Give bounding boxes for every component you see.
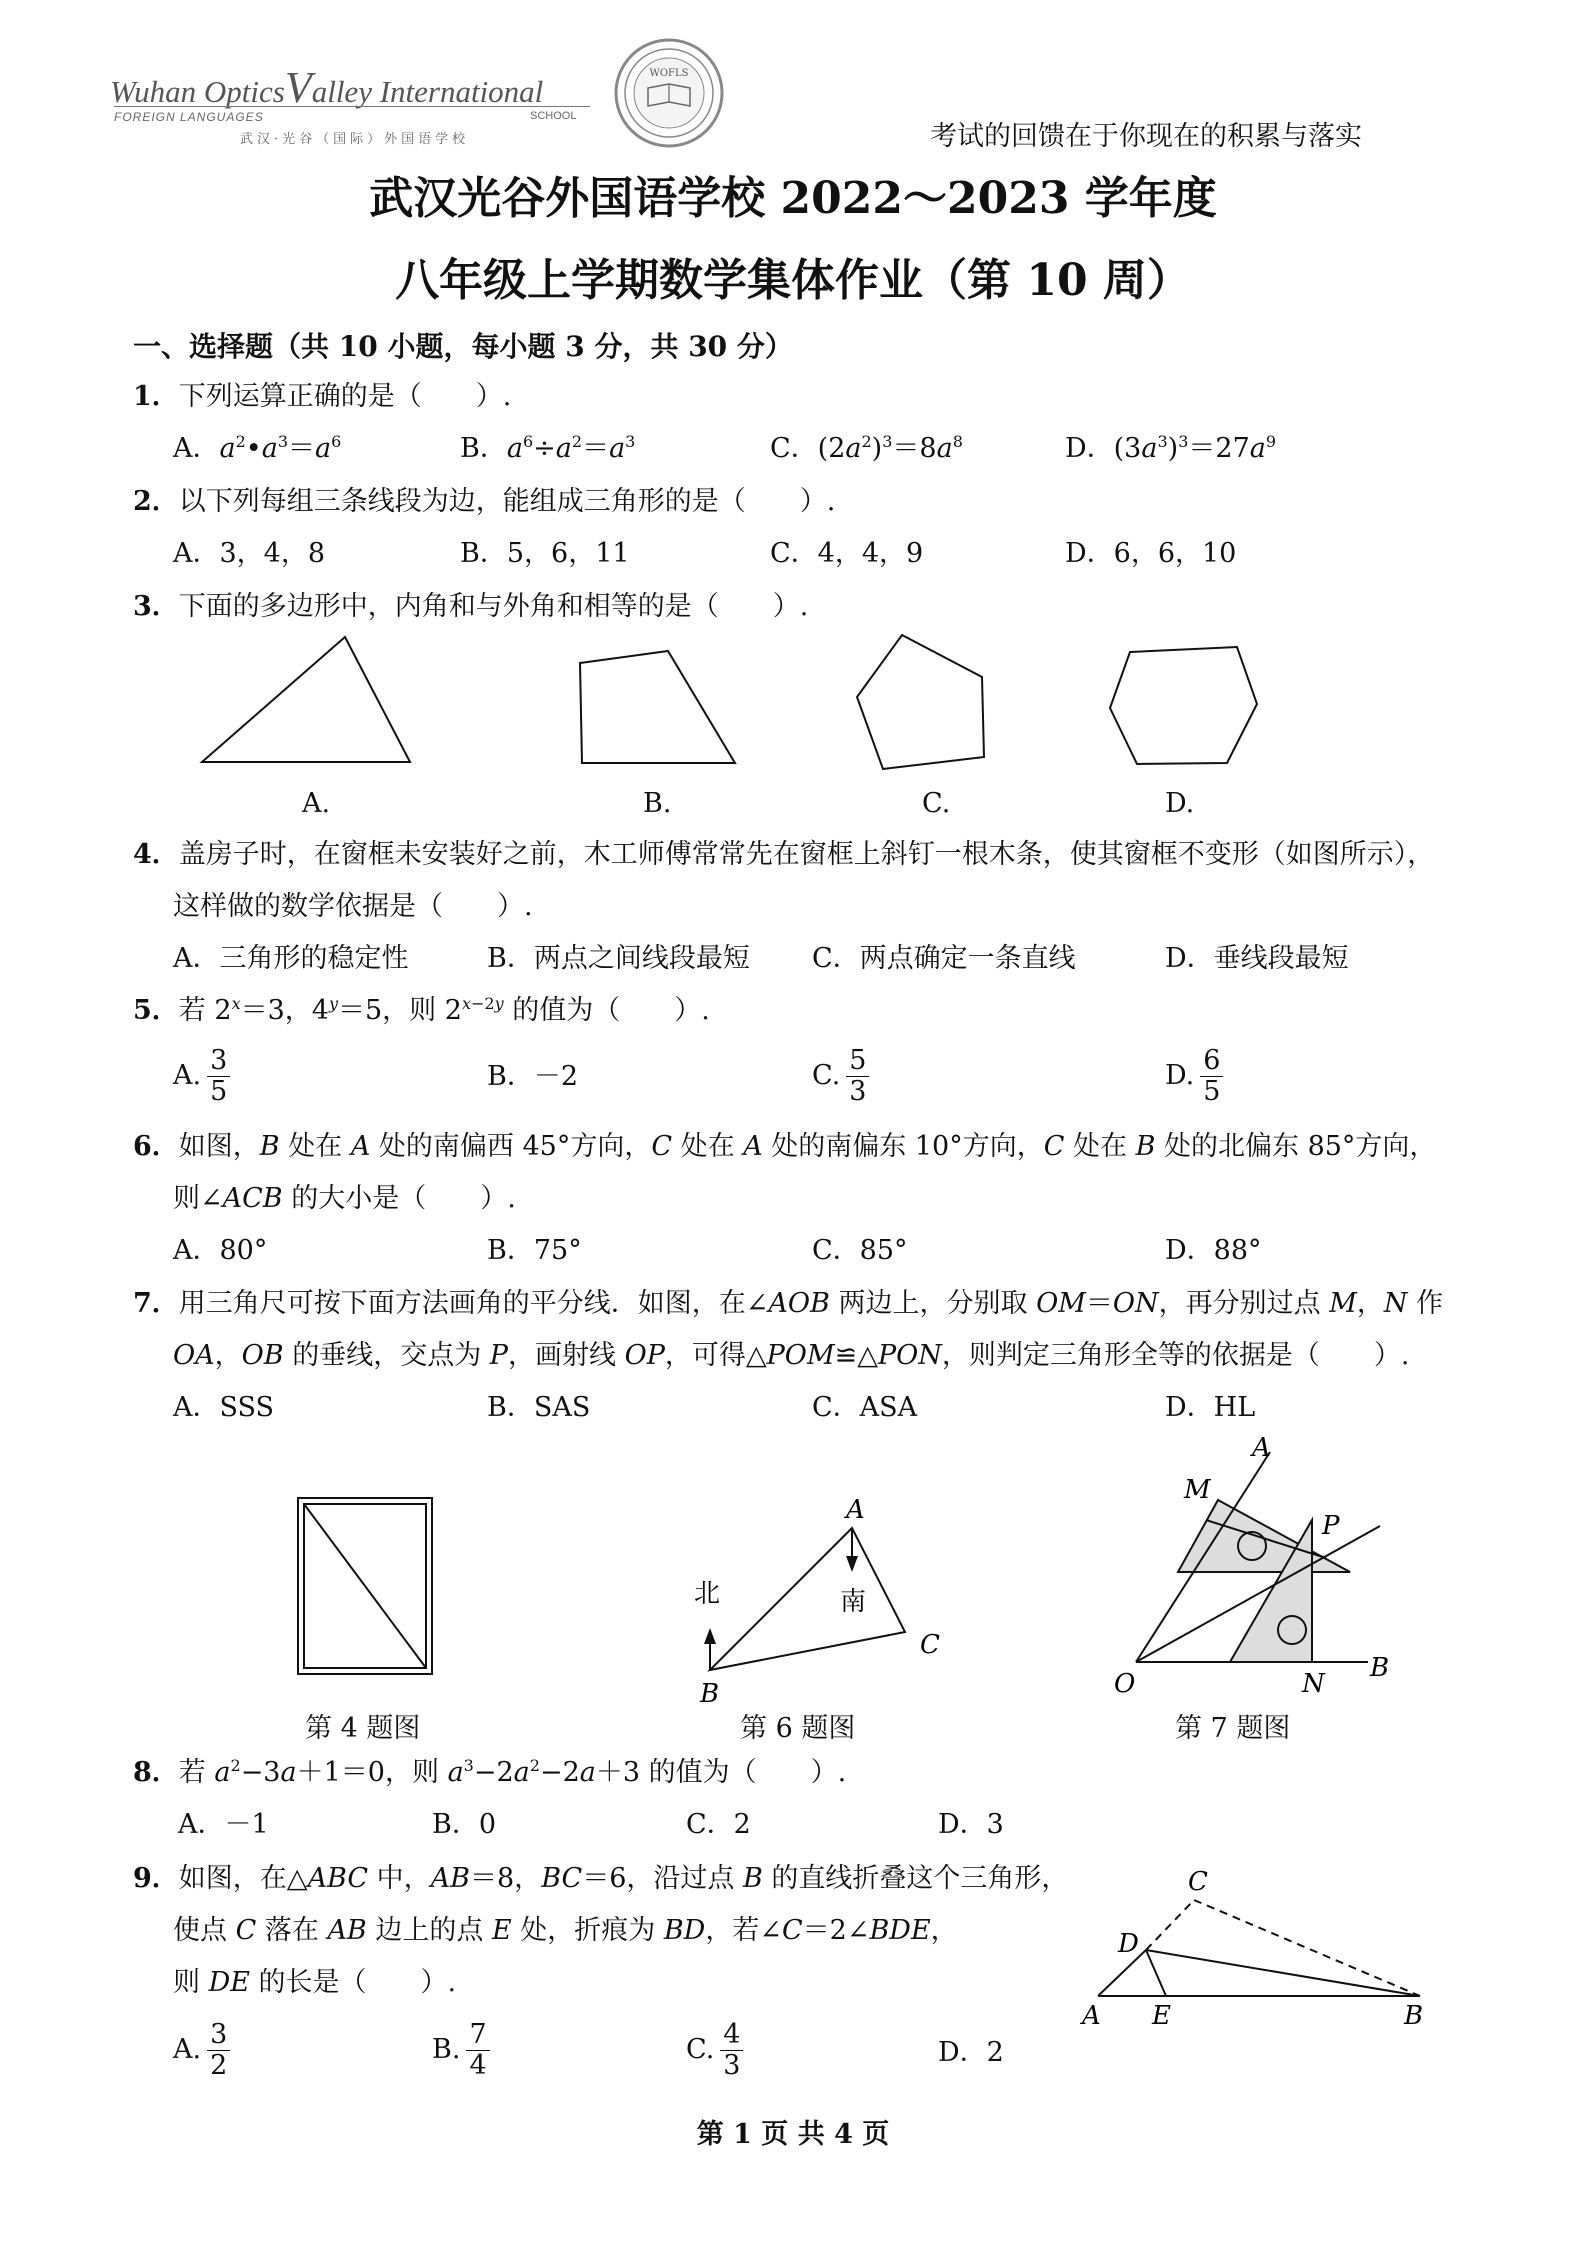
q7-text-2: OA，OB 的垂线，交点为 P，画射线 OP，可得△POM≌△PON，则判定三角形全等的依据是（ ）.: [173, 1340, 1410, 1371]
q9-option-a[interactable]: [173, 2020, 230, 2081]
q5-number: 5．: [133, 995, 179, 1026]
q3-option-b[interactable]: B.: [643, 788, 672, 819]
figure-4-window: [290, 1490, 440, 1680]
figure-4-caption: 第 4 题图: [305, 1713, 421, 1744]
q5-fraction-c: $\frac{5}{3}$: [846, 1046, 869, 1107]
q6-option-d[interactable]: D．88°: [1165, 1235, 1262, 1266]
fig6-label-b: B: [700, 1679, 720, 1709]
logo-cn: 武汉·光谷（国际）外国语学校: [240, 132, 470, 147]
q9-option-c-label: C.: [686, 2034, 715, 2065]
quadrilateral-shape: [580, 651, 735, 763]
q1-option-b[interactable]: B．$a^6\div a^2=a^3$: [460, 432, 636, 464]
q8-option-a[interactable]: A．－1: [178, 1809, 269, 1840]
q6-text-2: 则∠ACB 的大小是（ ）.: [173, 1183, 516, 1214]
question-1: [133, 380, 511, 414]
q4-option-d[interactable]: D．垂线段最短: [1165, 943, 1349, 974]
q1-text: 下列运算正确的是（ ）.: [178, 381, 512, 412]
q9-option-b[interactable]: [432, 2020, 490, 2081]
fig7-label-a: A: [1252, 1433, 1271, 1463]
q4-text-2: 这样做的数学依据是（ ）.: [173, 891, 533, 922]
question-2: [133, 485, 835, 519]
q9-option-c[interactable]: [686, 2020, 743, 2081]
fig7-label-m: M: [1184, 1475, 1211, 1505]
question-8: 8．若 $a^2-3a+1=0$，则 $a^3-2a^2-2a+3$ 的值为（ ）.: [133, 1756, 847, 1788]
title-line-1: 武汉光谷外国语学校 2022～2023 学年度: [369, 173, 1217, 224]
question-4: [133, 838, 1434, 872]
q5-option-d-label: D.: [1165, 1060, 1195, 1091]
q2-text: 以下列每组三条线段为边，能组成三角形的是（ ）.: [178, 486, 836, 517]
q3-text: 下面的多边形中，内角和与外角和相等的是（ ）.: [178, 591, 809, 622]
q1-number: 1．: [133, 381, 179, 412]
q6-option-b[interactable]: B．75°: [487, 1235, 582, 1266]
fig7-label-n: N: [1302, 1669, 1325, 1699]
q7-option-d[interactable]: D．HL: [1165, 1392, 1256, 1423]
q8-option-c[interactable]: C．2: [686, 1809, 751, 1840]
question-3: [133, 590, 808, 624]
triangle-shape: [202, 637, 410, 762]
q9-text-3: 则 DE 的长是（ ）.: [173, 1967, 457, 1998]
q7-option-a[interactable]: A．SSS: [173, 1392, 275, 1423]
q5-fraction-a: $\frac{3}{5}$: [207, 1046, 230, 1107]
q5-fraction-d: $\frac{6}{5}$: [1200, 1046, 1223, 1107]
q5-option-a-label: A.: [173, 1060, 202, 1091]
figure-7-caption: 第 7 题图: [1175, 1713, 1291, 1744]
q7-option-b[interactable]: B．SAS: [487, 1392, 591, 1423]
hexagon-shape: [1110, 647, 1257, 764]
q2-option-a[interactable]: A．3，4，8: [173, 538, 326, 569]
q4-text: 盖房子时，在窗框未安装好之前，木工师傅常常先在窗框上斜钉一根木条，使其窗框不变形（如图所示），: [178, 839, 1435, 870]
figure-7-angle-bisector: [1100, 1430, 1420, 1720]
q5-option-a[interactable]: [173, 1046, 230, 1107]
school-seal: [610, 38, 728, 148]
fig7-label-o: O: [1114, 1669, 1136, 1699]
q5-option-d[interactable]: [1165, 1046, 1223, 1107]
fig6-north-label: 北: [694, 1579, 721, 1609]
fig9-label-c: C: [1188, 1867, 1208, 1897]
q9-option-d[interactable]: D．2: [938, 2037, 1004, 2068]
fig6-label-c: C: [920, 1630, 940, 1660]
title-line-2: 八年级上学期数学集体作业（第 10 周）: [395, 255, 1191, 306]
q4-option-c[interactable]: C．两点确定一条直线: [812, 943, 1076, 974]
logo-sub-right: SCHOOL: [530, 110, 577, 122]
fig7-label-b: B: [1370, 1653, 1390, 1683]
q1-option-c[interactable]: C．$(2a^2)^3=8a^8$: [770, 432, 963, 464]
q1-option-d[interactable]: D．$(3a^3)^3=27a^9$: [1065, 432, 1277, 464]
header-motto: 考试的回馈在于你现在的积累与落实: [930, 121, 1362, 152]
section-heading: 一、选择题（共 10 小题，每小题 3 分，共 30 分）: [133, 330, 793, 363]
q7-number: 7．: [133, 1288, 179, 1319]
q9-option-a-label: A.: [173, 2034, 202, 2065]
q3-option-a[interactable]: A.: [302, 788, 331, 819]
fig9-label-b: B: [1404, 2001, 1424, 2030]
q3-number: 3．: [133, 591, 179, 622]
q3-option-d[interactable]: D.: [1165, 788, 1195, 819]
seal-text: WOFLS: [649, 68, 689, 79]
q4-option-b[interactable]: B．两点之间线段最短: [487, 943, 750, 974]
q1-option-a[interactable]: A．$a^2•a^3=a^6$: [173, 432, 342, 464]
q5-option-c-label: C.: [812, 1060, 841, 1091]
q5-option-b[interactable]: B．－2: [487, 1061, 579, 1092]
q9-fraction-c: $\frac{4}{3}$: [720, 2020, 743, 2081]
q8-number: 8．: [133, 1757, 179, 1788]
logo-text-v: V: [284, 63, 312, 112]
q6-number: 6．: [133, 1131, 179, 1162]
q8-option-b[interactable]: B．0: [432, 1809, 497, 1840]
fig9-label-d: D: [1118, 1929, 1139, 1959]
q2-option-c[interactable]: C．4，4，9: [770, 538, 924, 569]
fig7-label-p: P: [1322, 1511, 1340, 1541]
fig6-label-a: A: [846, 1495, 865, 1525]
school-logo: [110, 62, 590, 152]
q3-shapes: [190, 625, 1270, 775]
logo-sub-left: FOREIGN LANGUAGES: [114, 110, 264, 124]
q3-option-c[interactable]: C.: [922, 788, 951, 819]
logo-text-1: Wuhan Optics: [110, 74, 285, 109]
figure-6-directions: [680, 1480, 960, 1710]
figure-6-caption: 第 6 题图: [740, 1713, 856, 1744]
question-7: 7．用三角尺可按下面方法画角的平分线．如图，在∠AOB 两边上，分别取 OM＝ON，再分别过点 M，N 作: [133, 1288, 1444, 1319]
q9-fraction-a: $\frac{3}{2}$: [207, 2020, 230, 2081]
pentagon-shape: [857, 635, 984, 769]
q4-number: 4．: [133, 839, 179, 870]
q6-option-c[interactable]: C．85°: [812, 1235, 908, 1266]
question-6: 6．如图，B 处在 A 处的南偏西 45°方向，C 处在 A 处的南偏东 10°方向，C 处在 B 处的北偏东 85°方向，: [133, 1131, 1437, 1162]
q7-option-c[interactable]: C．ASA: [812, 1392, 918, 1423]
q2-number: 2．: [133, 486, 179, 517]
q9-fraction-b: $\frac{7}{4}$: [466, 2020, 489, 2081]
question-9: 9．如图，在△ABC 中，AB＝8，BC＝6，沿过点 B 的直线折叠这个三角形，: [133, 1863, 1069, 1894]
q9-text-2: 使点 C 落在 AB 边上的点 E 处，折痕为 BD，若∠C＝2∠BDE，: [173, 1915, 958, 1946]
q8-option-d[interactable]: D．3: [938, 1809, 1004, 1840]
q5-option-c[interactable]: [812, 1046, 869, 1107]
q2-option-b[interactable]: B．5，6，11: [460, 538, 630, 569]
logo-text-2: alley International: [311, 74, 544, 109]
q9-number: 9．: [133, 1863, 179, 1894]
q6-option-a[interactable]: A．80°: [173, 1235, 268, 1266]
fig6-south-label: 南: [840, 1587, 867, 1617]
q9-option-b-label: B.: [432, 2034, 461, 2065]
question-5: 5．若 $2^x=3$，$4^y=5$，则 $2^{x-2y}$ 的值为（ ）.: [133, 994, 710, 1026]
q4-option-a[interactable]: A．三角形的稳定性: [173, 943, 409, 974]
fig9-label-e: E: [1152, 2001, 1171, 2030]
fig9-label-a: A: [1082, 2001, 1101, 2030]
q2-option-d[interactable]: D．6，6，10: [1065, 538, 1237, 569]
page-footer: 第 1 页 共 4 页: [696, 2119, 890, 2150]
figure-9-fold-triangle: [1070, 1860, 1440, 2030]
